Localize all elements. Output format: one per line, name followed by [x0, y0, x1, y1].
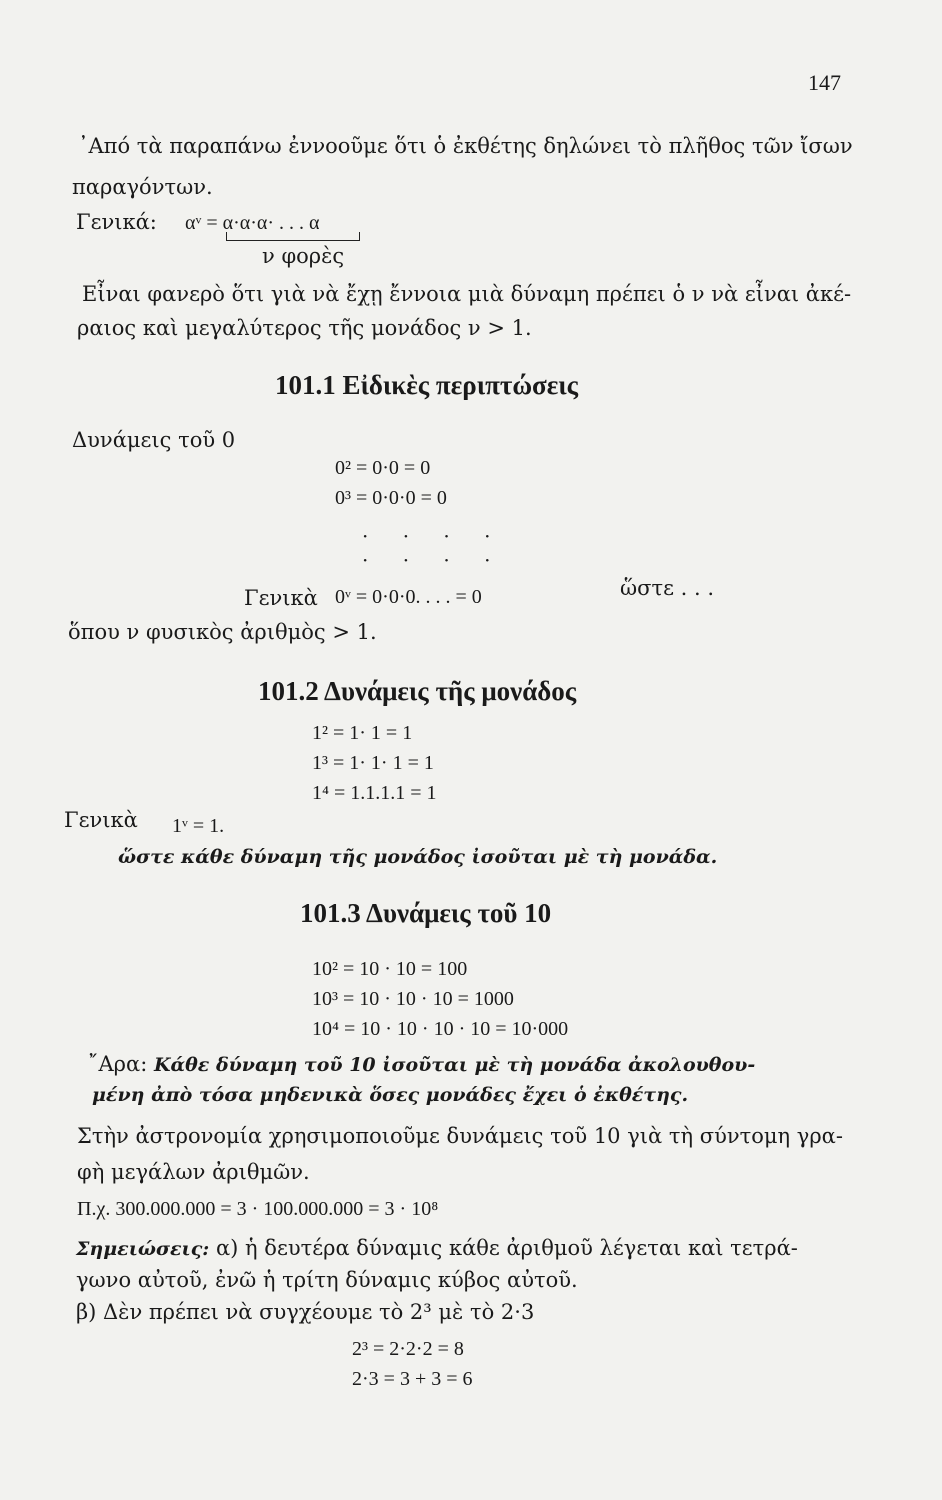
astronomy-line-1: Στὴν ἀστρονομία χρησιμοποιοῦμε δυνάμεις τοῦ 10 γιὰ τὴ σύντομη γρα-: [77, 1124, 843, 1148]
notes-line-3: β) Δὲν πρέπει νὰ συγχέουμε τὸ 2³ μὲ τὸ 2·3: [76, 1300, 535, 1324]
section-title-powers-of-one: 101.2 Δυνάμεις τῆς μονάδος: [258, 676, 577, 706]
ara-label: ῎Αρα:: [88, 1052, 148, 1076]
astronomy-line-2: φὴ μεγάλων ἀριθμῶν.: [77, 1160, 310, 1184]
notes-eq-1: 2³ = 2·2·2 = 8: [352, 1338, 464, 1360]
vertical-dots-row-1: · · · ·: [362, 524, 505, 548]
ara-rule-line-2: μένη ἀπὸ τόσα μηδενικὰ ὅσες μονάδες ἔχει ὁ ἐκθέτης.: [92, 1084, 689, 1106]
ten-eq-1: 10² = 10 · 10 = 100: [312, 958, 468, 980]
notes-eq-2: 2·3 = 3 + 3 = 6: [352, 1368, 473, 1390]
zero-eq-2: 0³ = 0·0·0 = 0: [335, 487, 447, 509]
one-eq-1: 1² = 1· 1 = 1: [312, 722, 413, 744]
zero-eq-1: 0² = 0·0 = 0: [335, 457, 431, 479]
notes-line-1: [76, 1236, 798, 1261]
ten-eq-3: 10⁴ = 10 · 10 · 10 · 10 = 10·000: [312, 1018, 569, 1040]
notes-line-2: γωνο αὐτοῦ, ἐνῶ ἡ τρίτη δύναμις κύβος αὐτοῦ.: [76, 1268, 578, 1292]
general-formula: αᵛ = α·α·α· . . . α: [185, 212, 320, 234]
zero-general-label: Γενικὰ: [244, 586, 318, 610]
zero-general-eq: 0ᵛ = 0·0·0. . . . = 0: [335, 586, 482, 608]
notes-label: Σημειώσεις:: [76, 1238, 210, 1260]
general-label: Γενικά:: [76, 210, 157, 234]
section-title-special-cases: 101.1 Εἰδικὲς περιπτώσεις: [275, 370, 579, 400]
times-bracket: [226, 232, 360, 241]
one-general-eq: 1ᵛ = 1.: [172, 815, 225, 837]
ten-eq-2: 10³ = 10 · 10 · 10 = 1000: [312, 988, 514, 1010]
one-general-label: Γενικὰ: [64, 808, 138, 832]
page-number: 147: [808, 70, 841, 95]
example-eq: Π.χ. 300.000.000 = 3 · 100.000.000 = 3 · 10⁸: [77, 1198, 439, 1220]
ara-paragraph-line-1: [88, 1052, 755, 1077]
meaning-line-2: ραιος καὶ μεγαλύτερος τῆς μονάδος ν > 1.: [77, 316, 532, 340]
intro-line-2: παραγόντων.: [72, 175, 213, 199]
meaning-line-1: Εἶναι φανερὸ ὅτι γιὰ νὰ ἔχῃ ἔννοια μιὰ δύναμη πρέπει ὁ ν νὰ εἶναι ἀκέ-: [82, 282, 852, 306]
one-eq-3: 1⁴ = 1.1.1.1 = 1: [312, 782, 437, 804]
where-text: ὅπου ν φυσικὸς ἀριθμὸς > 1.: [68, 620, 377, 644]
intro-line-1: ᾿Από τὰ παραπάνω ἐννοοῦμε ὅτι ὁ ἐκθέτης δηλώνει τὸ πλῆθος τῶν ἴσων: [78, 134, 853, 158]
notes-line-1-text: α) ἡ δευτέρα δύναμις κάθε ἀριθμοῦ λέγεται καὶ τετρά-: [209, 1236, 798, 1260]
one-conclusion: ὥστε κάθε δύναμη τῆς μονάδος ἰσοῦται μὲ τὴ μονάδα.: [118, 846, 718, 868]
vertical-dots-row-2: · · · ·: [362, 548, 505, 572]
ara-rule-line-1: Κάθε δύναμη τοῦ 10 ἰσοῦται μὲ τὴ μονάδα ἀκολουθου-: [153, 1054, 756, 1076]
section-title-powers-of-ten: 101.3 Δυνάμεις τοῦ 10: [300, 898, 552, 928]
wste-dots: ὥστε . . .: [620, 576, 715, 600]
powers-of-zero-label: Δυνάμεις τοῦ 0: [72, 428, 236, 452]
times-label: ν φορὲς: [262, 244, 345, 268]
one-eq-2: 1³ = 1· 1· 1 = 1: [312, 752, 434, 774]
